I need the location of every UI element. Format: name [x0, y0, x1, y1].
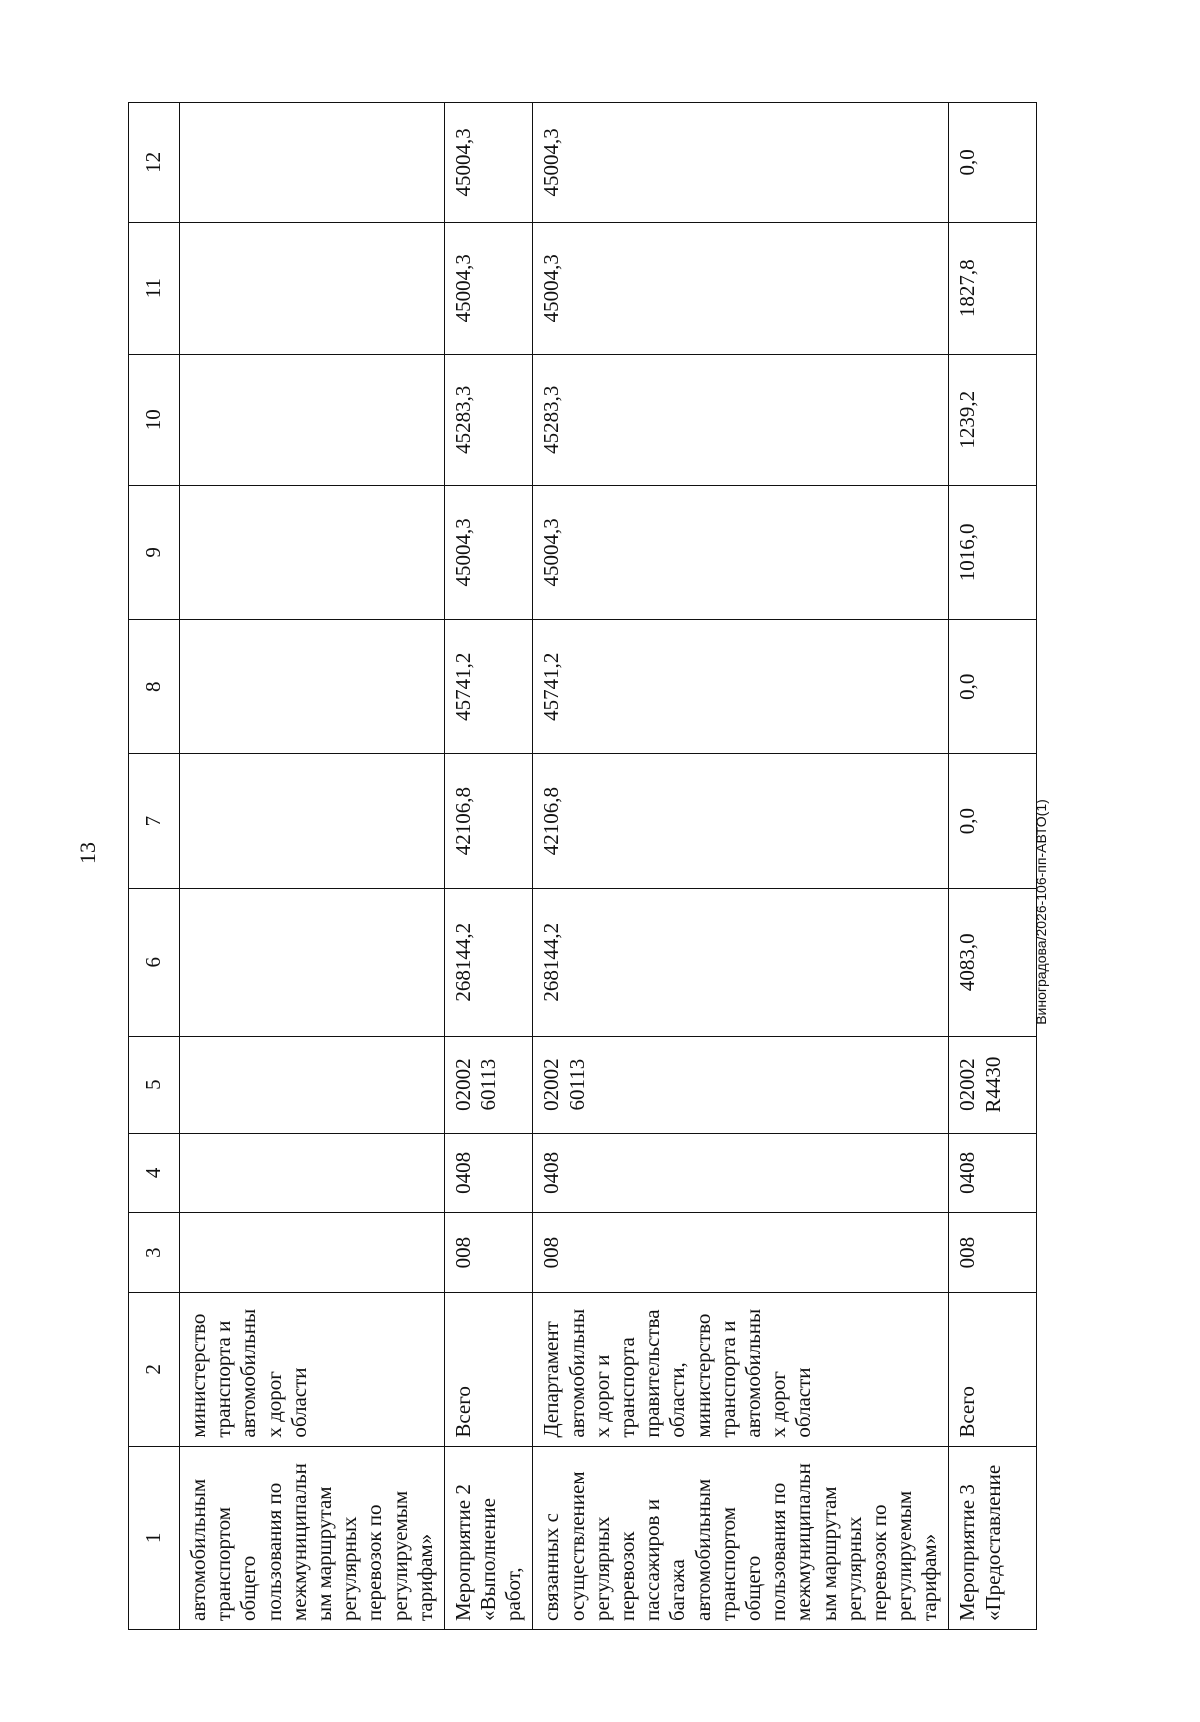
- section-cell: [180, 1133, 445, 1213]
- column-header: 12: [129, 103, 180, 223]
- year-value-cell: 0,0: [949, 103, 1037, 223]
- year-value-cell: 45004,3: [444, 103, 533, 223]
- column-header: 5: [129, 1036, 180, 1133]
- year-value-cell: 45004,3: [533, 485, 949, 619]
- column-header: 4: [129, 1133, 180, 1213]
- year-value-cell: 0,0: [949, 754, 1037, 888]
- column-header: 11: [129, 222, 180, 354]
- document-code: Виноградова/2026-106-пп-АВТО(1): [1033, 799, 1049, 1025]
- year-value-cell: 1239,2: [949, 354, 1037, 485]
- page-number: 13: [75, 842, 100, 864]
- year-value-cell: 45283,3: [533, 354, 949, 485]
- column-header: 7: [129, 754, 180, 888]
- year-value-cell: [180, 103, 445, 223]
- target-article-cell: 02002 60113: [444, 1036, 533, 1133]
- column-header: 2: [129, 1292, 180, 1446]
- total-cell: [180, 888, 445, 1036]
- year-value-cell: [180, 354, 445, 485]
- executor-cell: Всего: [949, 1292, 1037, 1446]
- budget-table-container: [128, 102, 1031, 1630]
- executor-cell: Всего: [444, 1292, 533, 1446]
- section-cell: 0408: [533, 1133, 949, 1213]
- column-header: 3: [129, 1213, 180, 1293]
- column-header-row: [129, 103, 180, 1630]
- event-name-cell: автомобильным транспортом общего пользования по межмуниципальным маршрутам регулярных перевозок по регулируемым тарифам»: [180, 1446, 445, 1629]
- year-value-cell: 45741,2: [444, 620, 533, 754]
- total-cell: 268144,2: [533, 888, 949, 1036]
- year-value-cell: [180, 222, 445, 354]
- total-cell: 268144,2: [444, 888, 533, 1036]
- target-article-cell: 02002 60113: [533, 1036, 949, 1133]
- year-value-cell: 42106,8: [444, 754, 533, 888]
- table-row: [949, 103, 1037, 1630]
- year-value-cell: 45741,2: [533, 620, 949, 754]
- year-value-cell: [180, 485, 445, 619]
- budget-table: [128, 102, 1037, 1630]
- total-cell: 4083,0: [949, 888, 1037, 1036]
- grbs-cell: 008: [444, 1213, 533, 1293]
- section-cell: 0408: [444, 1133, 533, 1213]
- section-cell: 0408: [949, 1133, 1037, 1213]
- column-header: 9: [129, 485, 180, 619]
- grbs-cell: 008: [949, 1213, 1037, 1293]
- year-value-cell: 1016,0: [949, 485, 1037, 619]
- year-value-cell: [180, 620, 445, 754]
- event-name-cell: Мероприятие 2 «Выполнение работ,: [444, 1446, 533, 1629]
- year-value-cell: 45004,3: [444, 222, 533, 354]
- target-article-cell: 02002 R4430: [949, 1036, 1037, 1133]
- year-value-cell: 45004,3: [533, 103, 949, 223]
- year-value-cell: 0,0: [949, 620, 1037, 754]
- grbs-cell: [180, 1213, 445, 1293]
- event-name-cell: связанных с осуществлением регулярных перевозок пассажиров и багажа автомобильным транспортом общего пользования по межмуниципальным маршрутам регулярных перевозок по регулируемым тарифам»: [533, 1446, 949, 1629]
- year-value-cell: [180, 754, 445, 888]
- grbs-cell: 008: [533, 1213, 949, 1293]
- table-row: [533, 103, 949, 1630]
- column-header: 8: [129, 620, 180, 754]
- table-row: [180, 103, 445, 1630]
- column-header: 6: [129, 888, 180, 1036]
- table-row: [444, 103, 533, 1630]
- event-name-cell: Мероприятие 3 «Предоставление: [949, 1446, 1037, 1629]
- column-header: 10: [129, 354, 180, 485]
- column-header: 1: [129, 1446, 180, 1629]
- executor-cell: министерство транспорта и автомобильных дорог области: [180, 1292, 445, 1446]
- year-value-cell: 45004,3: [533, 222, 949, 354]
- target-article-cell: [180, 1036, 445, 1133]
- year-value-cell: 1827,8: [949, 222, 1037, 354]
- year-value-cell: 45004,3: [444, 485, 533, 619]
- year-value-cell: 45283,3: [444, 354, 533, 485]
- executor-cell: Департамент автомобильных дорог и транспорта правительства области, министерство транспорта и автомобильных дорог области: [533, 1292, 949, 1446]
- year-value-cell: 42106,8: [533, 754, 949, 888]
